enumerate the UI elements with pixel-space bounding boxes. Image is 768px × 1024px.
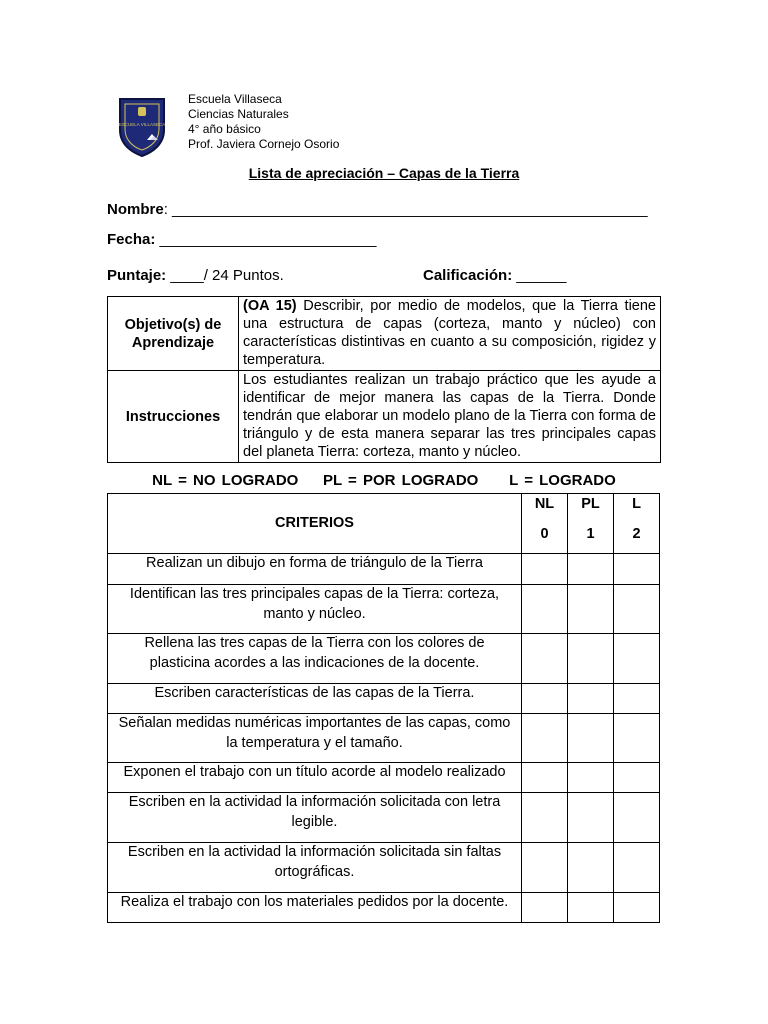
criterion-text: Rellena las tres capas de la Tierra con los colores de plasticina acordes a las indicaciones de la docente. xyxy=(108,634,522,684)
objetivo-row xyxy=(108,297,661,371)
fecha-field xyxy=(107,231,376,248)
puntaje-label: Puntaje: xyxy=(107,267,167,284)
score-cell-pl[interactable] xyxy=(568,684,614,714)
fecha-blank: __________________________ xyxy=(155,231,377,248)
teacher-name: Prof. Javiera Cornejo Osorio xyxy=(188,137,340,151)
objetivo-code: (OA 15) xyxy=(243,298,297,314)
calificacion-label: Calificación: xyxy=(423,267,513,284)
criterion-text: Identifican las tres principales capas de la Tierra: corteza, manto y núcleo. xyxy=(108,585,522,634)
objectives-table xyxy=(107,296,661,463)
criterion-text: Realizan un dibujo en forma de triángulo de la Tierra xyxy=(108,554,522,585)
column-label: NL xyxy=(534,496,555,512)
score-cell-l[interactable] xyxy=(614,684,660,714)
score-cell-nl[interactable] xyxy=(522,714,568,763)
nombre-label: Nombre xyxy=(107,201,164,218)
column-label: PL xyxy=(581,496,600,512)
instrucciones-label: Instrucciones xyxy=(108,371,239,463)
instrucciones-text: Los estudiantes realizan un trabajo práctico que les ayude a identificar de mejor manera las capas de la Tierra. Donde tendrán que elaborar un modelo plano de la Tierra con forma de triángulo y de esta manera separar las tres principales capas del planeta Tierra: corteza, manto y núcleo. xyxy=(239,371,661,463)
puntaje-text: ____/ 24 Puntos. xyxy=(166,267,284,284)
document-title: Lista de apreciación – Capas de la Tierra xyxy=(248,165,520,181)
subject-name: Ciencias Naturales xyxy=(188,107,289,121)
rubric-table xyxy=(107,493,660,923)
school-logo xyxy=(117,96,167,158)
school-name: Escuela Villaseca xyxy=(188,92,282,106)
column-l xyxy=(614,494,660,554)
score-cell-pl[interactable] xyxy=(568,793,614,843)
score-cell-pl[interactable] xyxy=(568,554,614,585)
score-cell-l[interactable] xyxy=(614,893,660,923)
criterion-text: Escriben en la actividad la información solicitada con letra legible. xyxy=(108,793,522,843)
criterion-row xyxy=(108,684,660,714)
score-cell-nl[interactable] xyxy=(522,763,568,793)
criterion-text: Escriben en la actividad la información solicitada sin faltas ortográficas. xyxy=(108,843,522,893)
score-cell-pl[interactable] xyxy=(568,714,614,763)
score-cell-l[interactable] xyxy=(614,793,660,843)
puntaje-field xyxy=(107,267,284,284)
score-cell-pl[interactable] xyxy=(568,893,614,923)
score-cell-nl[interactable] xyxy=(522,843,568,893)
grade-level: 4° año básico xyxy=(188,122,261,136)
column-points: 2 xyxy=(632,525,641,542)
instrucciones-row xyxy=(108,371,661,463)
score-cell-l[interactable] xyxy=(614,843,660,893)
column-nl xyxy=(522,494,568,554)
rubric-header-row xyxy=(108,494,660,554)
column-label: L xyxy=(632,496,641,512)
criterion-row xyxy=(108,843,660,893)
score-cell-l[interactable] xyxy=(614,554,660,585)
score-cell-nl[interactable] xyxy=(522,793,568,843)
score-cell-nl[interactable] xyxy=(522,554,568,585)
score-cell-pl[interactable] xyxy=(568,763,614,793)
score-cell-pl[interactable] xyxy=(568,634,614,684)
criterion-text: Realiza el trabajo con los materiales pedidos por la docente. xyxy=(108,893,522,923)
calificacion-blank: ______ xyxy=(512,267,567,284)
score-cell-nl[interactable] xyxy=(522,893,568,923)
criterion-text: Señalan medidas numéricas importantes de las capas, como la temperatura y el tamaño. xyxy=(108,714,522,763)
criterion-row xyxy=(108,554,660,585)
score-cell-l[interactable] xyxy=(614,714,660,763)
objetivo-label: Objetivo(s) de Aprendizaje xyxy=(108,297,239,371)
criterion-row xyxy=(108,763,660,793)
criterion-text: Escriben características de las capas de la Tierra. xyxy=(108,684,522,714)
criterion-row xyxy=(108,893,660,923)
criterion-row xyxy=(108,793,660,843)
criteria-header: CRITERIOS xyxy=(108,494,522,554)
score-cell-nl[interactable] xyxy=(522,684,568,714)
objetivo-description: Describir, por medio de modelos, que la Tierra tiene una estructura de capas (corteza, manto y núcleo) con características distintivas en cuanto a su composición, rigidez y temperatura. xyxy=(243,298,656,368)
score-cell-nl[interactable] xyxy=(522,634,568,684)
criterion-row xyxy=(108,585,660,634)
logo-text: ESCUELA VILLASECA xyxy=(118,122,166,127)
column-points: 0 xyxy=(540,525,549,542)
column-pl xyxy=(568,494,614,554)
score-cell-pl[interactable] xyxy=(568,843,614,893)
criterion-row xyxy=(108,714,660,763)
nombre-blank: : _________________________________________________________ xyxy=(163,201,648,218)
column-points: 1 xyxy=(586,525,595,542)
score-cell-pl[interactable] xyxy=(568,585,614,634)
fecha-label: Fecha: xyxy=(107,231,156,248)
scale-legend: NL = NO LOGRADO PL = POR LOGRADO L = LOGRADO xyxy=(152,472,616,489)
calificacion-field xyxy=(423,267,566,284)
score-cell-nl[interactable] xyxy=(522,585,568,634)
criterion-row xyxy=(108,634,660,684)
objetivo-text xyxy=(239,297,661,371)
criterion-text: Exponen el trabajo con un título acorde al modelo realizado xyxy=(108,763,522,793)
nombre-field xyxy=(107,201,648,218)
score-cell-l[interactable] xyxy=(614,634,660,684)
score-cell-l[interactable] xyxy=(614,763,660,793)
score-cell-l[interactable] xyxy=(614,585,660,634)
